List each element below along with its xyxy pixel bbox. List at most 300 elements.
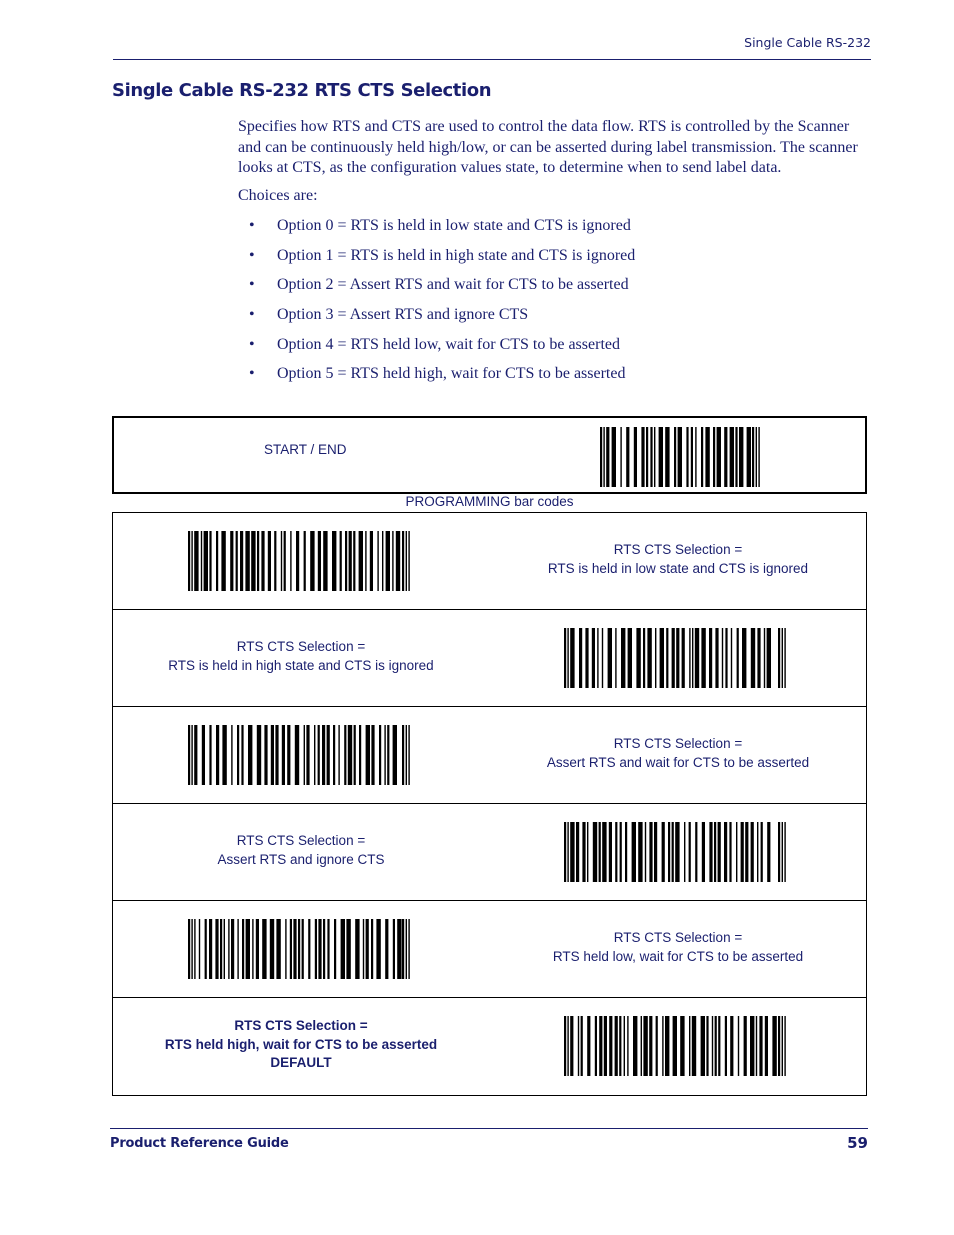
- barcode-bar: [371, 725, 374, 785]
- option-text: Option 4 = RTS held low, wait for CTS to be asserted: [277, 335, 620, 353]
- caption-line: RTS CTS Selection =: [613, 542, 743, 557]
- barcode-bar: [615, 1016, 618, 1076]
- barcode-bar: [634, 427, 637, 487]
- barcode-bar: [730, 1016, 733, 1076]
- barcode-bar: [366, 919, 369, 979]
- barcode-bar: [680, 1016, 684, 1076]
- barcode-bar: [308, 919, 310, 979]
- barcode-bar: [741, 822, 744, 882]
- barcode-bar: [408, 725, 409, 785]
- barcode-bar: [666, 628, 668, 688]
- barcode-bar: [261, 531, 264, 591]
- barcode-bar: [636, 628, 640, 688]
- barcode-bar: [209, 531, 211, 591]
- start-end-box: [112, 416, 867, 494]
- barcode-bar: [724, 822, 727, 882]
- barcode-bar: [655, 628, 656, 688]
- barcode-bar: [379, 725, 381, 785]
- barcode-bar: [366, 725, 370, 785]
- barcode-bar: [323, 531, 327, 591]
- barcode-bar: [592, 628, 595, 688]
- barcode-bar: [645, 822, 646, 882]
- barcode-bar: [742, 628, 746, 688]
- barcode-bar: [341, 919, 345, 979]
- barcode-bar: [745, 822, 748, 882]
- barcode-assert-rts-wait-cts: [188, 725, 410, 785]
- barcode-bar: [602, 628, 603, 688]
- barcode-bar: [216, 725, 219, 785]
- barcode-bar: [194, 919, 195, 979]
- barcode-caption: [490, 734, 866, 772]
- barcode-bar: [564, 628, 566, 688]
- barcode-bar: [668, 822, 670, 882]
- barcode-bar: [287, 725, 290, 785]
- barcode-bar: [236, 531, 238, 591]
- barcode-bar: [665, 427, 669, 487]
- barcode-bar: [587, 822, 588, 882]
- barcode-bar: [385, 919, 388, 979]
- barcode-bar: [334, 919, 336, 979]
- barcode-bar: [756, 427, 757, 487]
- barcode-bar: [245, 531, 249, 591]
- caption-line: RTS CTS Selection =: [236, 833, 366, 848]
- barcode-bar: [751, 822, 754, 882]
- programming-label: PROGRAMMING bar codes: [405, 494, 574, 509]
- barcode-bar: [750, 1016, 754, 1076]
- barcode-bar: [676, 628, 679, 688]
- barcode-bar: [675, 822, 679, 882]
- barcode-bar: [624, 1016, 625, 1076]
- barcode-bar: [709, 822, 712, 882]
- barcode-bar: [715, 1016, 717, 1076]
- start-end-barcode: [600, 427, 760, 487]
- barcode-bar: [246, 919, 250, 979]
- barcode-bar: [682, 628, 685, 688]
- barcode-bar: [784, 1016, 785, 1076]
- barcode-bar: [689, 1016, 690, 1076]
- barcode-bar: [619, 1016, 621, 1076]
- section-title: Single Cable RS-232 RTS CTS Selection: [112, 80, 492, 101]
- barcode-bar: [752, 427, 754, 487]
- barcode-bar: [382, 531, 383, 591]
- barcode-bar: [295, 725, 299, 785]
- caption-line: Assert RTS and ignore CTS: [217, 852, 385, 867]
- option-text: Option 3 = Assert RTS and ignore CTS: [277, 306, 529, 324]
- barcode-bar: [678, 427, 682, 487]
- barcode-bar: [327, 725, 330, 785]
- barcode-bar: [767, 822, 770, 882]
- barcode-bar: [672, 822, 674, 882]
- header-rule: [113, 59, 871, 60]
- barcode-bar: [194, 725, 197, 785]
- barcode-bar: [228, 919, 229, 979]
- barcode-bar: [761, 822, 763, 882]
- barcode-bar: [567, 1016, 568, 1076]
- barcode-bar: [406, 531, 407, 591]
- barcode-caption: [113, 637, 489, 675]
- barcode-bar: [731, 628, 732, 688]
- barcode-bar: [714, 822, 716, 882]
- barcode-bar: [349, 531, 352, 591]
- barcode-bar: [402, 531, 404, 591]
- start-end-label: START / END: [264, 442, 347, 457]
- barcode-bar: [705, 427, 709, 487]
- barcode-bar: [665, 1016, 669, 1076]
- barcode-bar: [215, 919, 218, 979]
- barcode-bar: [632, 822, 636, 882]
- caption-line: RTS CTS Selection =: [613, 736, 743, 751]
- barcode-bar: [314, 725, 315, 785]
- barcode-bar: [221, 531, 225, 591]
- table-row: [113, 998, 866, 1095]
- barcode-bar: [582, 822, 585, 882]
- barcode-bar: [318, 531, 321, 591]
- barcode-bar: [718, 822, 721, 882]
- barcode-bar: [751, 628, 755, 688]
- barcode-bar: [620, 822, 622, 882]
- barcode-bar: [216, 531, 218, 591]
- barcode-bar: [758, 427, 759, 487]
- barcode-bar: [327, 919, 329, 979]
- barcode-bar: [290, 919, 292, 979]
- choices-label: Choices are:: [238, 187, 318, 204]
- barcode-bar: [230, 531, 233, 591]
- barcode-bar: [641, 427, 644, 487]
- barcode-bar: [712, 1016, 713, 1076]
- barcode-bar: [567, 628, 568, 688]
- barcode-bar: [567, 822, 568, 882]
- barcode-bar: [290, 531, 291, 591]
- barcode-bar: [718, 1016, 720, 1076]
- barcode-bar: [757, 822, 758, 882]
- barcode-bar: [202, 725, 205, 785]
- barcode-bar: [593, 822, 597, 882]
- barcode-bar: [643, 628, 645, 688]
- barcode-bar: [782, 1016, 783, 1076]
- barcode-bar: [656, 1016, 658, 1076]
- barcode-bar: [729, 822, 731, 882]
- bullet: •: [249, 246, 255, 264]
- barcode-bar: [353, 531, 355, 591]
- barcode-bar: [231, 919, 234, 979]
- barcode-bar: [715, 628, 718, 688]
- barcode-bar: [344, 725, 346, 785]
- barcode-bar: [240, 531, 243, 591]
- list-item: [238, 364, 858, 394]
- barcode-caption: [490, 928, 866, 966]
- barcode-bar: [209, 919, 212, 979]
- footer-guide-name: Product Reference Guide: [110, 1136, 289, 1151]
- barcode-bar: [188, 531, 190, 591]
- barcode-bar: [609, 822, 612, 882]
- barcode-bar: [739, 427, 743, 487]
- bullet: •: [249, 306, 255, 324]
- barcode-bar: [396, 531, 400, 591]
- barcode-bar: [662, 822, 665, 882]
- barcode-bar: [649, 822, 652, 882]
- barcode-bar: [684, 822, 685, 882]
- barcode-bar: [237, 725, 239, 785]
- barcode-bar: [695, 628, 699, 688]
- barcode-bar: [615, 822, 617, 882]
- barcode-bar: [406, 919, 407, 979]
- barcode-rts-low-cts-ignored: [188, 531, 410, 591]
- barcode-bar: [647, 628, 651, 688]
- barcode-bar: [256, 919, 259, 979]
- caption-line: RTS held low, wait for CTS to be asserted: [552, 949, 804, 964]
- barcode-bar: [606, 427, 609, 487]
- barcode-bar: [701, 427, 703, 487]
- barcode-bar: [706, 1016, 708, 1076]
- barcode-bar: [570, 822, 574, 882]
- barcode-bar: [615, 628, 616, 688]
- table-row: [113, 901, 866, 998]
- barcode-bar: [782, 822, 783, 882]
- caption-line: RTS held high, wait for CTS to be asserted: [164, 1036, 438, 1052]
- footer-rule: [110, 1128, 868, 1129]
- barcode-bar: [275, 725, 278, 785]
- barcode-bar: [736, 822, 737, 882]
- barcode-bar: [564, 1016, 566, 1076]
- table-row: [113, 804, 866, 901]
- barcode-bar: [204, 531, 208, 591]
- barcode-bar: [765, 1016, 768, 1076]
- barcode-bar: [641, 1016, 642, 1076]
- page-number: 59: [847, 1134, 868, 1152]
- barcode-bar: [224, 919, 225, 979]
- barcode-bar: [612, 427, 616, 487]
- barcode-bar: [304, 725, 305, 785]
- barcode-bar: [784, 628, 785, 688]
- barcode-bar: [709, 628, 712, 688]
- barcode-bar: [660, 628, 664, 688]
- barcode-bar: [717, 427, 721, 487]
- bullet: •: [249, 365, 255, 383]
- barcode-bar: [276, 919, 280, 979]
- default-label: DEFAULT: [270, 1055, 332, 1070]
- option-text: Option 1 = RTS is held in high state and CTS is ignored: [277, 246, 636, 264]
- barcode-bar: [782, 628, 783, 688]
- barcode-bar: [392, 531, 393, 591]
- barcode-bar: [338, 725, 339, 785]
- list-item: [238, 246, 858, 276]
- barcode-bar: [650, 427, 652, 487]
- barcode-caption-default: [113, 1017, 489, 1073]
- barcode-bar: [306, 725, 309, 785]
- barcode-bar: [772, 1016, 776, 1076]
- barcode-bar: [603, 427, 604, 487]
- barcode-bar: [744, 1016, 747, 1076]
- barcode-bar: [237, 919, 238, 979]
- barcode-bar: [747, 427, 751, 487]
- barcode-bar: [262, 919, 266, 979]
- barcode-bar: [220, 919, 222, 979]
- barcode-bar: [654, 822, 657, 882]
- barcode-table: [112, 512, 867, 1096]
- barcode-bar: [348, 725, 352, 785]
- caption-line: RTS CTS Selection =: [236, 639, 366, 654]
- barcode-bar: [564, 822, 566, 882]
- barcode-bar: [649, 1016, 652, 1076]
- barcode-bar: [248, 725, 252, 785]
- barcode-bar: [570, 1016, 573, 1076]
- barcode-bar: [730, 427, 734, 487]
- barcode-bar: [397, 919, 401, 979]
- barcode-rts-high-wait-cts: [564, 1016, 786, 1076]
- barcode-bar: [377, 531, 378, 591]
- barcode-bar: [201, 531, 202, 591]
- barcode-bar: [599, 822, 601, 882]
- barcode-bar: [713, 427, 715, 487]
- barcode-bar: [695, 822, 697, 882]
- barcode-bar: [393, 725, 397, 785]
- barcode-bar: [323, 919, 325, 979]
- barcode-bar: [778, 822, 780, 882]
- barcode-bar: [370, 531, 373, 591]
- barcode-bar: [209, 725, 211, 785]
- barcode-bar: [757, 628, 760, 688]
- barcode-bar: [756, 1016, 757, 1076]
- caption-line: Assert RTS and wait for CTS to be asserted: [546, 755, 810, 770]
- barcode-bar: [354, 725, 356, 785]
- barcode-bar: [363, 919, 364, 979]
- barcode-rts-high-cts-ignored: [564, 628, 786, 688]
- barcode-bar: [725, 1016, 727, 1076]
- barcode-bar: [576, 822, 579, 882]
- barcode-bar: [597, 628, 598, 688]
- barcode-bar: [359, 725, 361, 785]
- caption-line: RTS CTS Selection =: [613, 930, 743, 945]
- barcode-bar: [257, 725, 261, 785]
- barcode-bar: [600, 427, 602, 487]
- barcode-bar: [643, 1016, 647, 1076]
- barcode-bar: [570, 628, 574, 688]
- barcode-bar: [689, 628, 690, 688]
- barcode-bar: [674, 427, 676, 487]
- barcode-bar: [724, 427, 727, 487]
- barcode-bar: [738, 1016, 739, 1076]
- barcode-bar: [222, 725, 226, 785]
- barcode-bar: [191, 919, 192, 979]
- barcode-bar: [318, 725, 320, 785]
- barcode-bar: [345, 531, 347, 591]
- barcode-bar: [767, 628, 771, 688]
- barcode-bar: [188, 919, 190, 979]
- barcode-bar: [672, 628, 675, 688]
- barcode-bar: [587, 1016, 590, 1076]
- barcode-bar: [304, 531, 306, 591]
- table-row: [113, 513, 866, 610]
- barcode-bar: [252, 919, 253, 979]
- barcode-bar: [257, 531, 259, 591]
- barcode-bar: [333, 725, 335, 785]
- barcode-bar: [686, 427, 688, 487]
- barcode-bar: [264, 725, 267, 785]
- barcode-bar: [191, 725, 192, 785]
- barcode-bar: [737, 628, 739, 688]
- barcode-bar: [701, 1016, 705, 1076]
- barcode-bar: [646, 427, 648, 487]
- barcode-bar: [285, 919, 286, 979]
- barcode-bar: [282, 725, 285, 785]
- barcode-bar: [205, 919, 207, 979]
- option-text: Option 5 = RTS held high, wait for CTS to be asserted: [277, 365, 626, 383]
- list-item: [238, 216, 858, 246]
- barcode-bar: [231, 725, 232, 785]
- barcode-caption: [490, 540, 866, 578]
- barcode-bar: [191, 531, 192, 591]
- table-row: [113, 610, 866, 707]
- barcode-bar: [604, 1016, 607, 1076]
- caption-line: RTS is held in low state and CTS is ignored: [547, 561, 809, 576]
- barcode-bar: [578, 1016, 579, 1076]
- barcode-bar: [585, 628, 588, 688]
- barcode-bar: [625, 822, 627, 882]
- barcode-bar: [662, 1016, 663, 1076]
- barcode-bar: [284, 531, 286, 591]
- barcode-rts-low-wait-cts: [188, 919, 410, 979]
- barcode-bar: [599, 1016, 602, 1076]
- intro-paragraph: Specifies how RTS and CTS are used to control the data flow. RTS is controlled by the Scanner and can be continuously held high/low, or can be asserted during label transmission. The scanner looks at CTS, as the configuration values state, to determine when to send label data.: [238, 118, 858, 176]
- barcode-bar: [340, 531, 342, 591]
- barcode-bar: [408, 919, 409, 979]
- barcode-bar: [376, 919, 380, 979]
- barcode-bar: [628, 628, 632, 688]
- barcode-bar: [621, 628, 625, 688]
- barcode-bar: [626, 427, 629, 487]
- options-list: [238, 216, 858, 394]
- barcode-bar: [302, 919, 304, 979]
- barcode-bar: [199, 919, 200, 979]
- barcode-bar: [627, 1016, 628, 1076]
- barcode-bar: [402, 919, 404, 979]
- barcode-caption: [113, 831, 489, 869]
- caption-line: RTS CTS Selection =: [234, 1018, 368, 1033]
- barcode-bar: [764, 628, 765, 688]
- barcode-bar: [296, 531, 299, 591]
- barcode-bar: [673, 1016, 677, 1076]
- bullet: •: [249, 217, 255, 234]
- barcode-bar: [609, 1016, 612, 1076]
- barcode-bar: [298, 919, 300, 979]
- barcode-bar: [722, 628, 723, 688]
- barcode-bar: [701, 628, 705, 688]
- barcode-bar: [402, 725, 404, 785]
- bullet: •: [249, 335, 255, 353]
- barcode-bar: [695, 427, 696, 487]
- barcode-bar: [318, 919, 321, 979]
- barcode-bar: [725, 628, 727, 688]
- barcode-bar: [310, 531, 314, 591]
- barcode-bar: [371, 919, 373, 979]
- barcode-bar: [194, 531, 198, 591]
- caption-line: RTS is held in high state and CTS is ignored: [168, 658, 434, 673]
- barcode-bar: [355, 919, 359, 979]
- barcode-bar: [387, 725, 389, 785]
- barcode-bar: [608, 628, 612, 688]
- option-text: Option 0 = RTS is held in low state and CTS is ignored: [277, 217, 631, 234]
- barcode-bar: [242, 919, 244, 979]
- barcode-bar: [595, 1016, 597, 1076]
- barcode-bar: [393, 919, 395, 979]
- barcode-bar: [633, 1016, 637, 1076]
- barcode-bar: [251, 531, 255, 591]
- barcode-bar: [581, 1016, 583, 1076]
- barcode-bar: [293, 919, 296, 979]
- list-item: [238, 275, 858, 305]
- barcode-assert-rts-ignore-cts: [564, 822, 786, 882]
- barcode-bar: [271, 725, 274, 785]
